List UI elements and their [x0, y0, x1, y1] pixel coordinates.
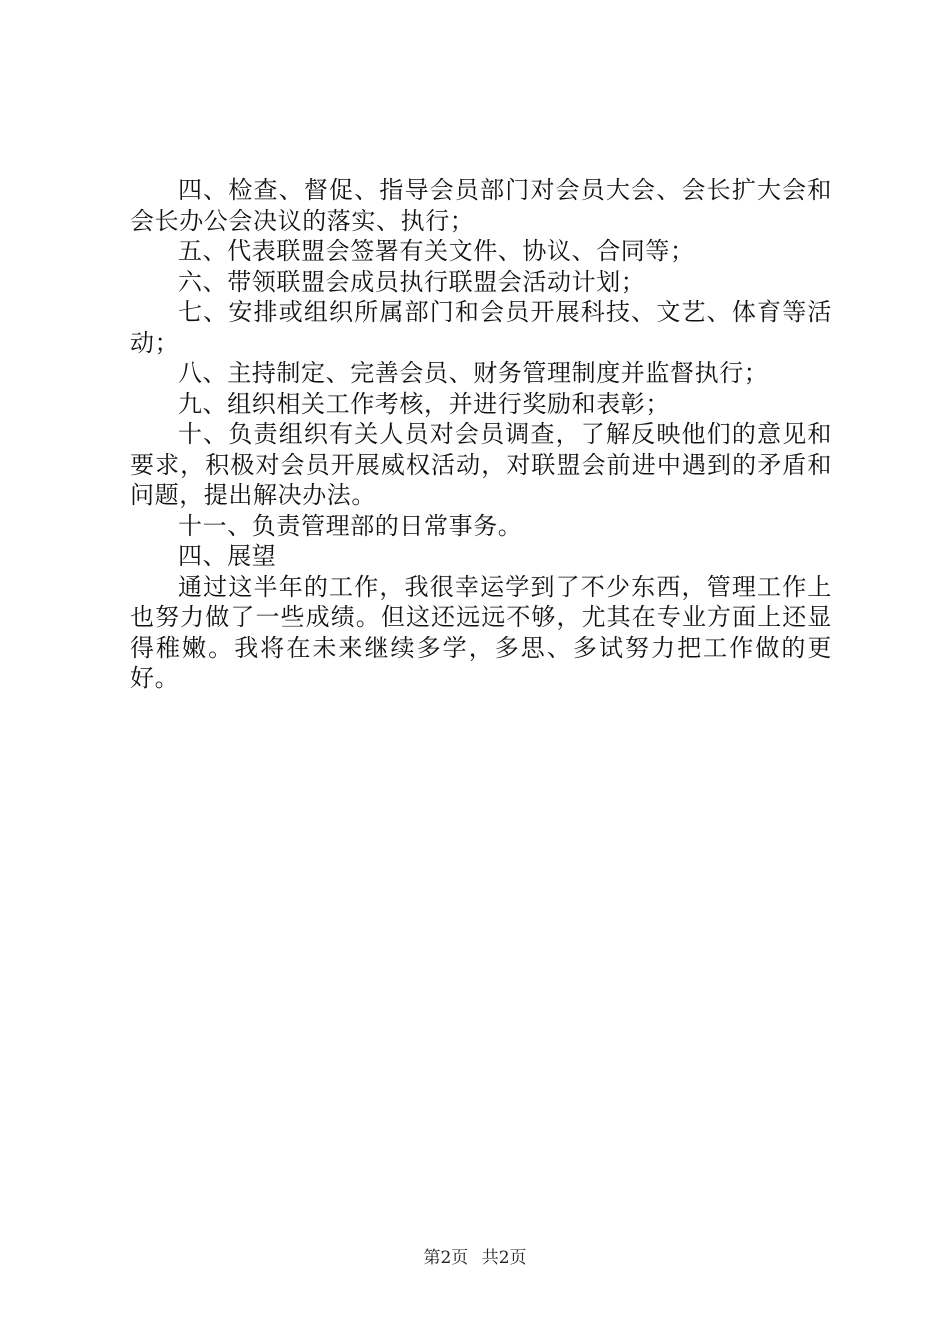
page-number-total: 共2页: [481, 1248, 527, 1268]
page-number-current: 第2页: [423, 1248, 469, 1268]
paragraph-item-6: 六、带领联盟会成员执行联盟会活动计划；: [178, 267, 646, 296]
section-heading-outlook: 四、展望: [178, 542, 277, 570]
outlook-paragraph: 通过这半年的工作，我很幸运学到了不少东西，管理工作上也努力做了一些成绩。但这还远远不够，尤其在专业方面上还显得稚嫩。我将在未来继续多学，多思、多试努力把工作做的更好。: [130, 572, 832, 692]
paragraph-item-5: 五、代表联盟会签署有关文件、协议、合同等；: [178, 237, 695, 265]
paragraph-item-4: 四、检查、督促、指导会员部门对会员大会、会长扩大会和会长办公会决议的落实、执行；: [130, 176, 832, 235]
document-body: [130, 175, 832, 694]
paragraph-item-11: 十一、负责管理部的日常事务。: [178, 511, 523, 540]
paragraph-item-7: 七、安排或组织所属部门和会员开展科技、文艺、体育等活动；: [130, 298, 832, 357]
paragraph-item-10: 十、负责组织有关人员对会员调查，了解反映他们的意见和要求，积极对会员开展威权活动，对联盟会前进中遇到的矛盾和问题，提出解决办法。: [130, 420, 832, 509]
page-footer: [0, 1243, 950, 1268]
paragraph-item-8: 八、主持制定、完善会员、财务管理制度并监督执行；: [178, 359, 769, 387]
paragraph-item-9: 九、组织相关工作考核，并进行奖励和表彰；: [178, 389, 670, 418]
